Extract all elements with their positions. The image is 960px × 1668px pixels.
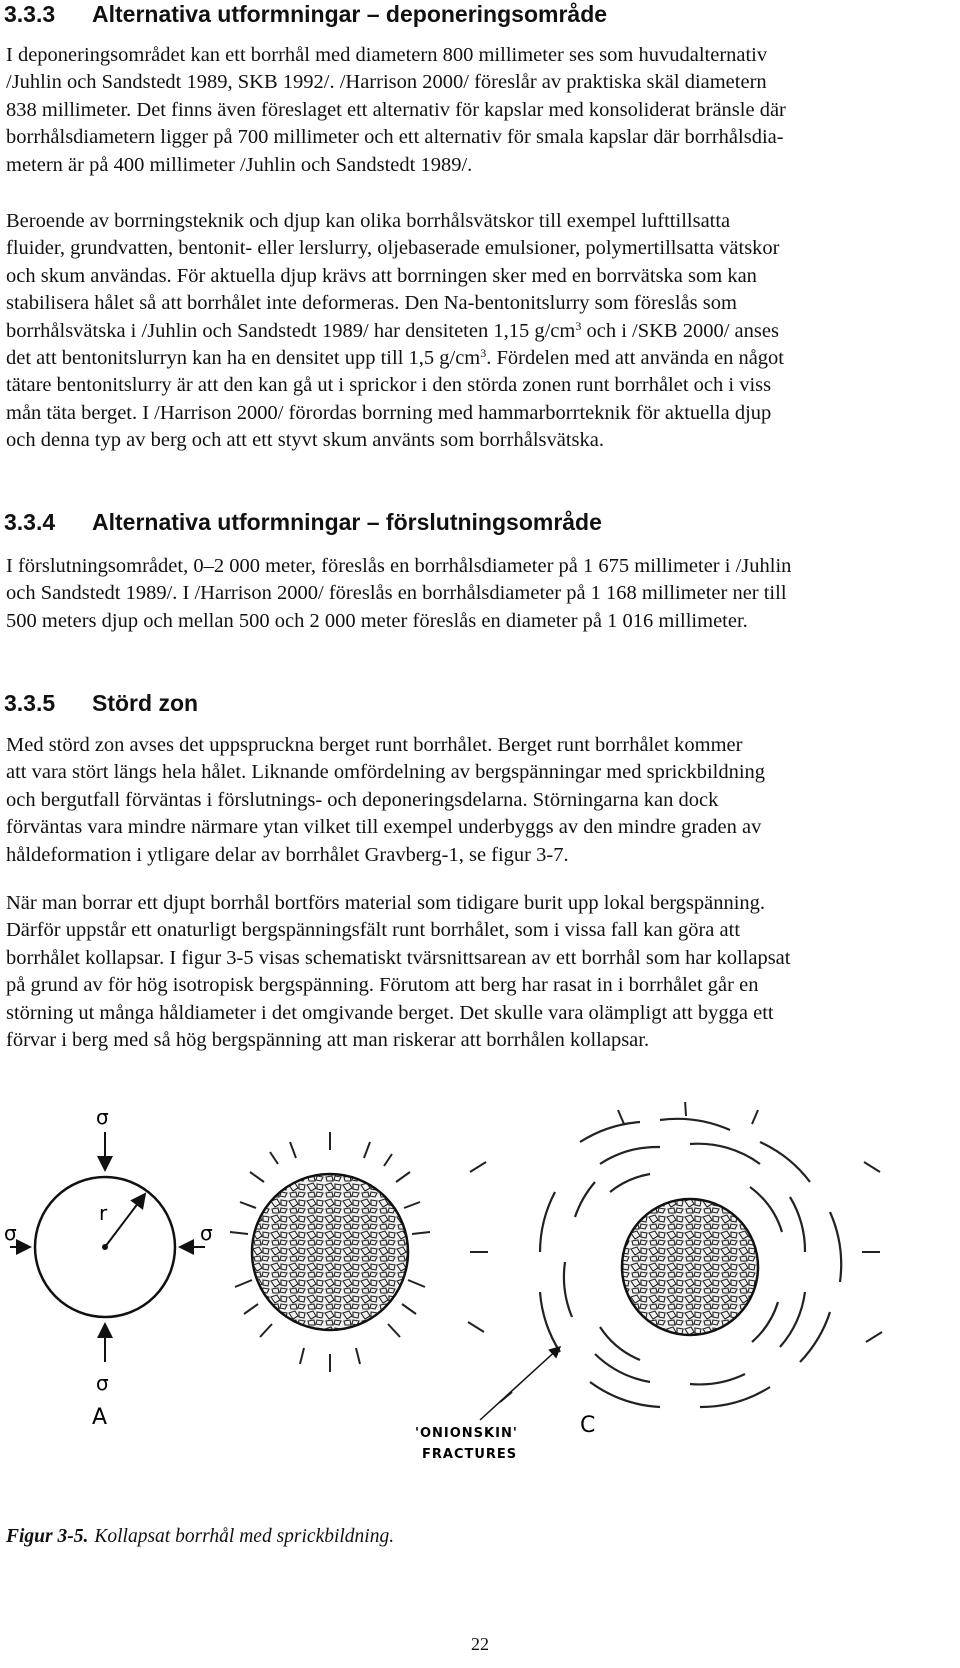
paragraph — [6, 553, 946, 635]
text-line: stabilisera hålet så att borrhålet inte deformeras. Den Na-bentonitslurry som föreslås som — [6, 292, 737, 315]
sigma-label: σ — [96, 1371, 109, 1395]
text-line: och denna typ av berg och att ett styvt skum använts som borrhålsvätska. — [6, 429, 604, 452]
onionskin-label: 'ONIONSKIN' — [415, 1426, 518, 1441]
panel-b-collapsed-borehole — [230, 1132, 430, 1372]
section-heading-3-3-3 — [4, 0, 607, 28]
figure-label: Figur 3-5. — [6, 1526, 89, 1547]
paragraph — [6, 42, 946, 179]
text-line: Med störd zon avses det uppspruckna berget runt borrhålet. Berget runt borrhålet kommer — [6, 734, 743, 756]
fractures-label: FRACTURES — [422, 1447, 518, 1462]
superscript: 3 — [480, 346, 487, 361]
paragraph — [6, 890, 946, 1054]
text-line: metern är på 400 millimeter /Juhlin och Sandstedt 1989/. — [6, 153, 473, 176]
page-number: 22 — [471, 1634, 489, 1654]
section-title: Alternativa utformningar – deponeringsområde — [92, 1, 608, 27]
text-line: borrhålsdiametern ligger på 700 millimeter och ett alternativ för smala kapslar där borrhålsdia- — [6, 126, 784, 149]
text-run: det att bentonitslurryn kan ha en densitet upp till 1,5 g/cm — [6, 347, 481, 370]
figure-caption — [6, 1526, 394, 1548]
text-line: störning ut många håldiameter i det omgivande berget. Det skulle vara olämpligt att bygga ett — [6, 1001, 774, 1024]
sigma-label: σ — [96, 1105, 109, 1129]
section-number: 3.3.3 — [4, 1, 56, 27]
sigma-label: σ — [4, 1221, 17, 1245]
figure-caption-text: Kollapsat borrhål med sprickbildning. — [94, 1526, 395, 1547]
text-line — [6, 318, 946, 345]
text-line: mån täta berget. I /Harrison 2000/ förordas borrning med hammarborrteknik för aktuella djup — [6, 401, 772, 424]
rubble-filled-hole — [622, 1199, 758, 1335]
text-line — [6, 345, 946, 372]
text-line: och Sandstedt 1989/. I /Harrison 2000/ föreslås en borrhålsdiameter på 1 168 millimeter ner till — [6, 582, 787, 605]
section-number: 3.3.4 — [4, 509, 56, 535]
text-run: borrhålsvätska i /Juhlin och Sandstedt 1989/ har densiteten 1,15 g/cm — [6, 319, 576, 342]
text-line: att vara stört längs hela hålet. Liknande omfördelning av bergspänningar med sprickbildning — [6, 761, 766, 784]
text-line: och skum användas. För aktuella djup krävs att borrningen sker med en borrvätska som kan — [6, 264, 757, 287]
section-heading-3-3-5 — [4, 689, 198, 717]
text-line: 500 meters djup och mellan 500 och 2 000 meter föreslås en diameter på 1 016 millimeter. — [6, 609, 748, 632]
text-run: och i /SKB 2000/ anses — [581, 319, 779, 342]
text-line: Därför uppstår ett onaturligt bergspänningsfält runt borrhålet, som i vissa fall kan göra att — [6, 919, 741, 942]
panel-c-onionskin-fractures — [415, 1102, 882, 1462]
section-heading-3-3-4 — [4, 508, 602, 536]
text-line: förväntas vara mindre närmare ytan vilket till exempel underbyggs av den mindre graden av — [6, 816, 762, 839]
text-line: Beroende av borrningsteknik och djup kan olika borrhålsvätskor till exempel lufttillsatta — [6, 210, 731, 232]
text-line: håldeformation i ytligare delar av borrhålet Gravberg-1, se figur 3-7. — [6, 843, 569, 866]
collapsed-borehole-figure — [0, 1102, 960, 1502]
section-number: 3.3.5 — [4, 690, 56, 716]
panel-label-c: C — [580, 1413, 596, 1438]
text-line: tätare bentonitslurry är att den kan gå ut i sprickor i den störda zonen runt borrhålet och i viss — [6, 374, 772, 397]
text-line: förvar i berg med så hög bergspänning att man riskerar att borrhålen kollapsar. — [6, 1029, 650, 1052]
text-line: I förslutningsområdet, 0–2 000 meter, föreslås en borrhålsdiameter på 1 675 millimeter i /Juhlin — [6, 555, 792, 577]
text-line: på grund av för hög isotropisk bergspänning. Förutom att berg har rasat in i borrhålet går en — [6, 974, 759, 997]
label-pointer — [480, 1347, 560, 1420]
text-line: borrhålet kollapsar. I figur 3-5 visas schematiskt tvärsnittsarean av ett borrhål som har kollapsat — [6, 946, 791, 969]
paragraph — [6, 732, 946, 869]
section-title: Alternativa utformningar – förslutningsområde — [92, 509, 602, 535]
text-line: 838 millimeter. Det finns även föreslaget ett alternativ för kapslar med konsoliderat bränsle där — [6, 98, 786, 121]
superscript: 3 — [575, 318, 582, 333]
text-line: När man borrar ett djupt borrhål bortförs material som tidigare burit upp lokal bergspänning. — [6, 892, 766, 914]
radius-label: r — [99, 1201, 108, 1225]
text-line: /Juhlin och Sandstedt 1989, SKB 1992/. /Harrison 2000/ föreslår av praktiska skäl diametern — [6, 71, 767, 94]
panel-label-a: A — [92, 1405, 108, 1430]
paragraph — [6, 208, 946, 455]
panel-a-intact-borehole — [4, 1105, 213, 1430]
text-run: . Fördelen med att använda en något — [486, 347, 784, 370]
text-line: I deponeringsområdet kan ett borrhål med diametern 800 millimeter ses som huvudalternativ — [6, 44, 768, 66]
sigma-label: σ — [200, 1221, 213, 1245]
section-title: Störd zon — [92, 690, 199, 716]
text-line: och bergutfall förväntas i förslutnings- och deponeringsdelarna. Störningarna kan dock — [6, 788, 719, 811]
rubble-filled-hole — [252, 1174, 408, 1330]
text-line: fluider, grundvatten, bentonit- eller lerslurry, oljebaserade emulsioner, polymertillsatta vätskor — [6, 237, 780, 260]
